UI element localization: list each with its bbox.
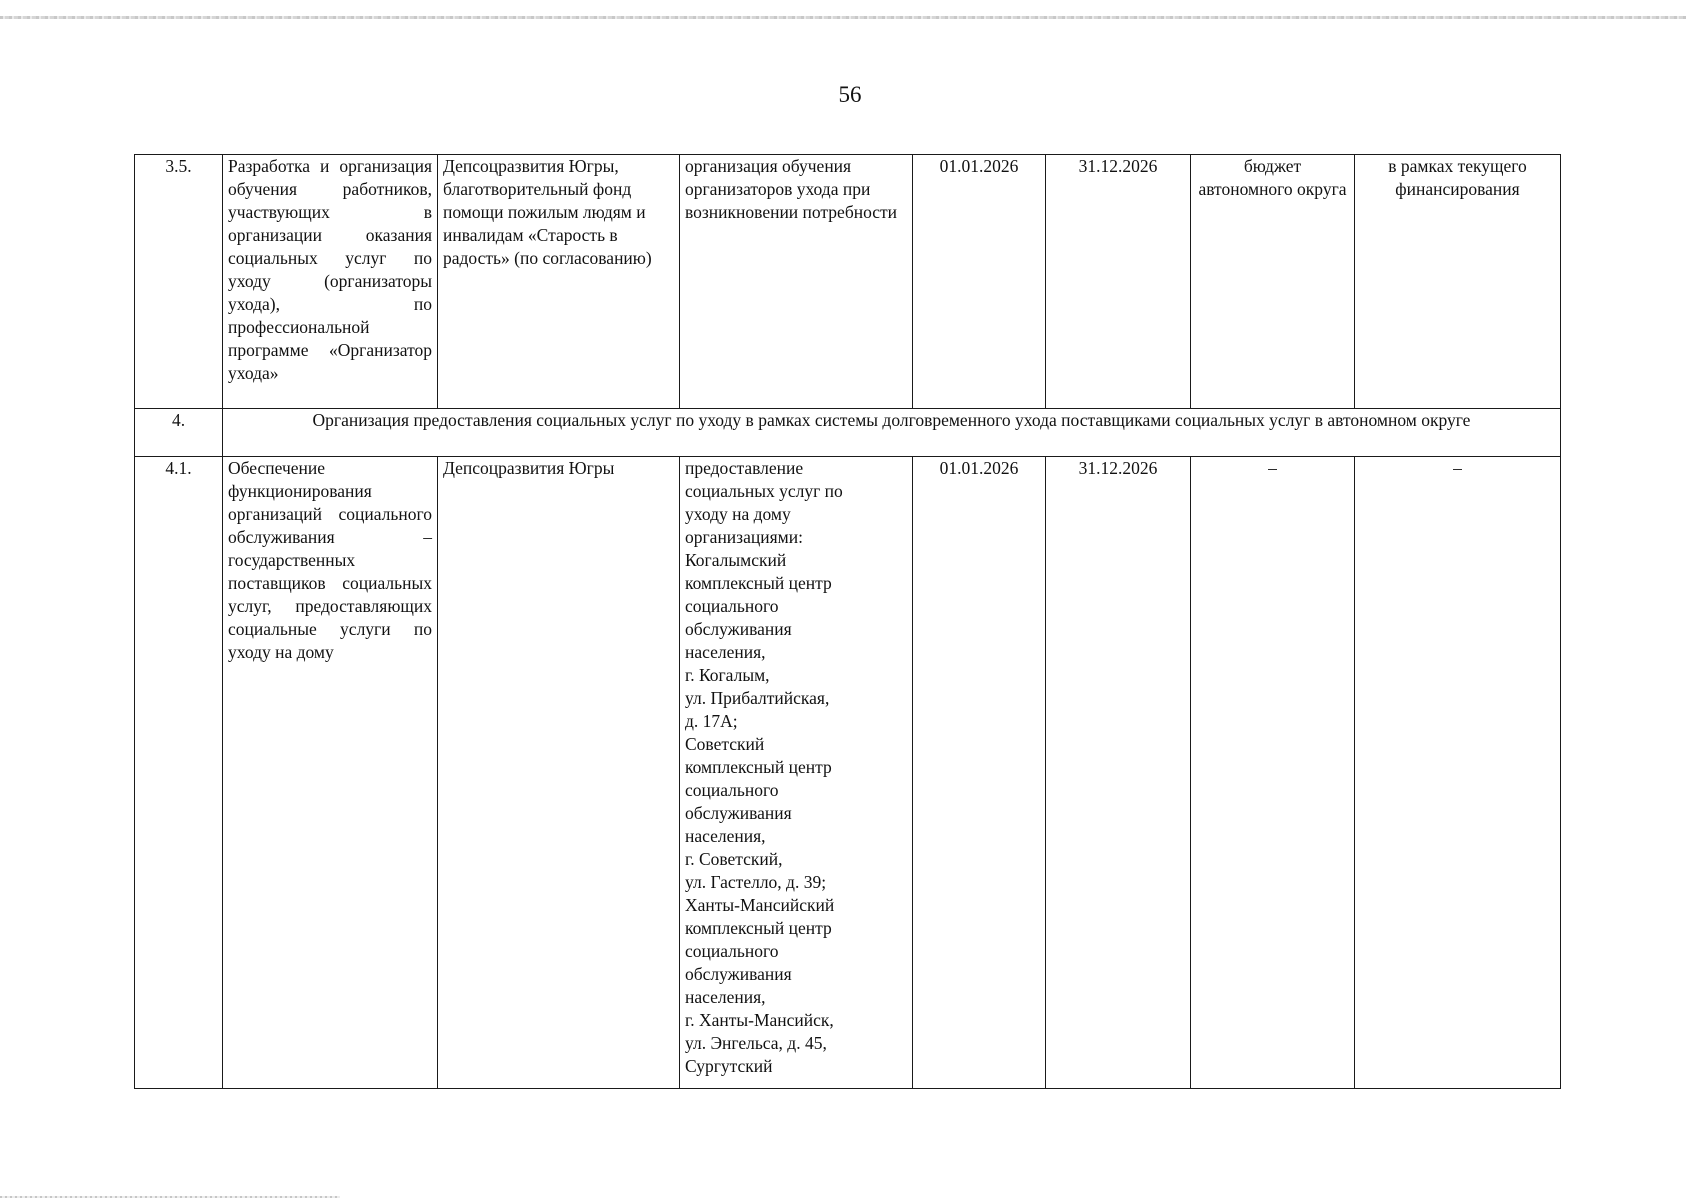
row-number: 4.1.: [135, 457, 223, 1089]
funding-volume-cell: в рамках текущего финансирования: [1355, 155, 1561, 409]
activity-cell: Обеспечение функционирования организаций социального обслуживания – государственных поставщиков социальных услуг, предоставляющих социальные услуги по уходу на дому: [223, 457, 438, 1089]
scan-edge-top: [0, 16, 1686, 19]
plan-table: [134, 154, 1561, 1089]
funding-source-cell: бюджет автономного округа: [1191, 155, 1355, 409]
responsible-cell: Депсоцразвития Югры, благотворительный фонд помощи пожилым людям и инвалидам «Старость в радость» (по согласованию): [438, 155, 680, 409]
section-title: Организация предоставления социальных услуг по уходу в рамках системы долговременного ухода поставщиками социальных услуг в автономном округе: [223, 409, 1561, 457]
responsible-cell: Депсоцразвития Югры: [438, 457, 680, 1089]
row-number: 3.5.: [135, 155, 223, 409]
page-number: 56: [838, 82, 862, 107]
end-date-cell: 31.12.2026: [1046, 457, 1191, 1089]
start-date-cell: 01.01.2026: [913, 457, 1046, 1089]
result-cell: организация обучения организаторов ухода при возникновении потребности: [680, 155, 913, 409]
table-row: [135, 457, 1561, 1089]
section-number: 4.: [135, 409, 223, 457]
funding-volume-cell: –: [1355, 457, 1561, 1089]
table-row: [135, 155, 1561, 409]
start-date-cell: 01.01.2026: [913, 155, 1046, 409]
scan-edge-bottom: [0, 1196, 340, 1198]
section-row: [135, 409, 1561, 457]
end-date-cell: 31.12.2026: [1046, 155, 1191, 409]
activity-cell: Разработка и организация обучения работников, участвующих в организации оказания социальных услуг по уходу (организаторы ухода), по профессиональной программе «Организатор ухода»: [223, 155, 438, 409]
funding-source-cell: –: [1191, 457, 1355, 1089]
result-cell: предоставление социальных услуг по уходу на дому организациями: Когалымский комплексный центр социального обслуживания населения, г. Когалым, ул. Прибалтийская, д. 17А; Советский комплексный центр социального обслуживания населения, г. Советский, ул. Гастелло, д. 39; Ханты-Мансийский комплексный центр социального обслуживания населения, г. Ханты-Мансийск, ул. Энгельса, д. 45, Сургутский: [680, 457, 913, 1089]
